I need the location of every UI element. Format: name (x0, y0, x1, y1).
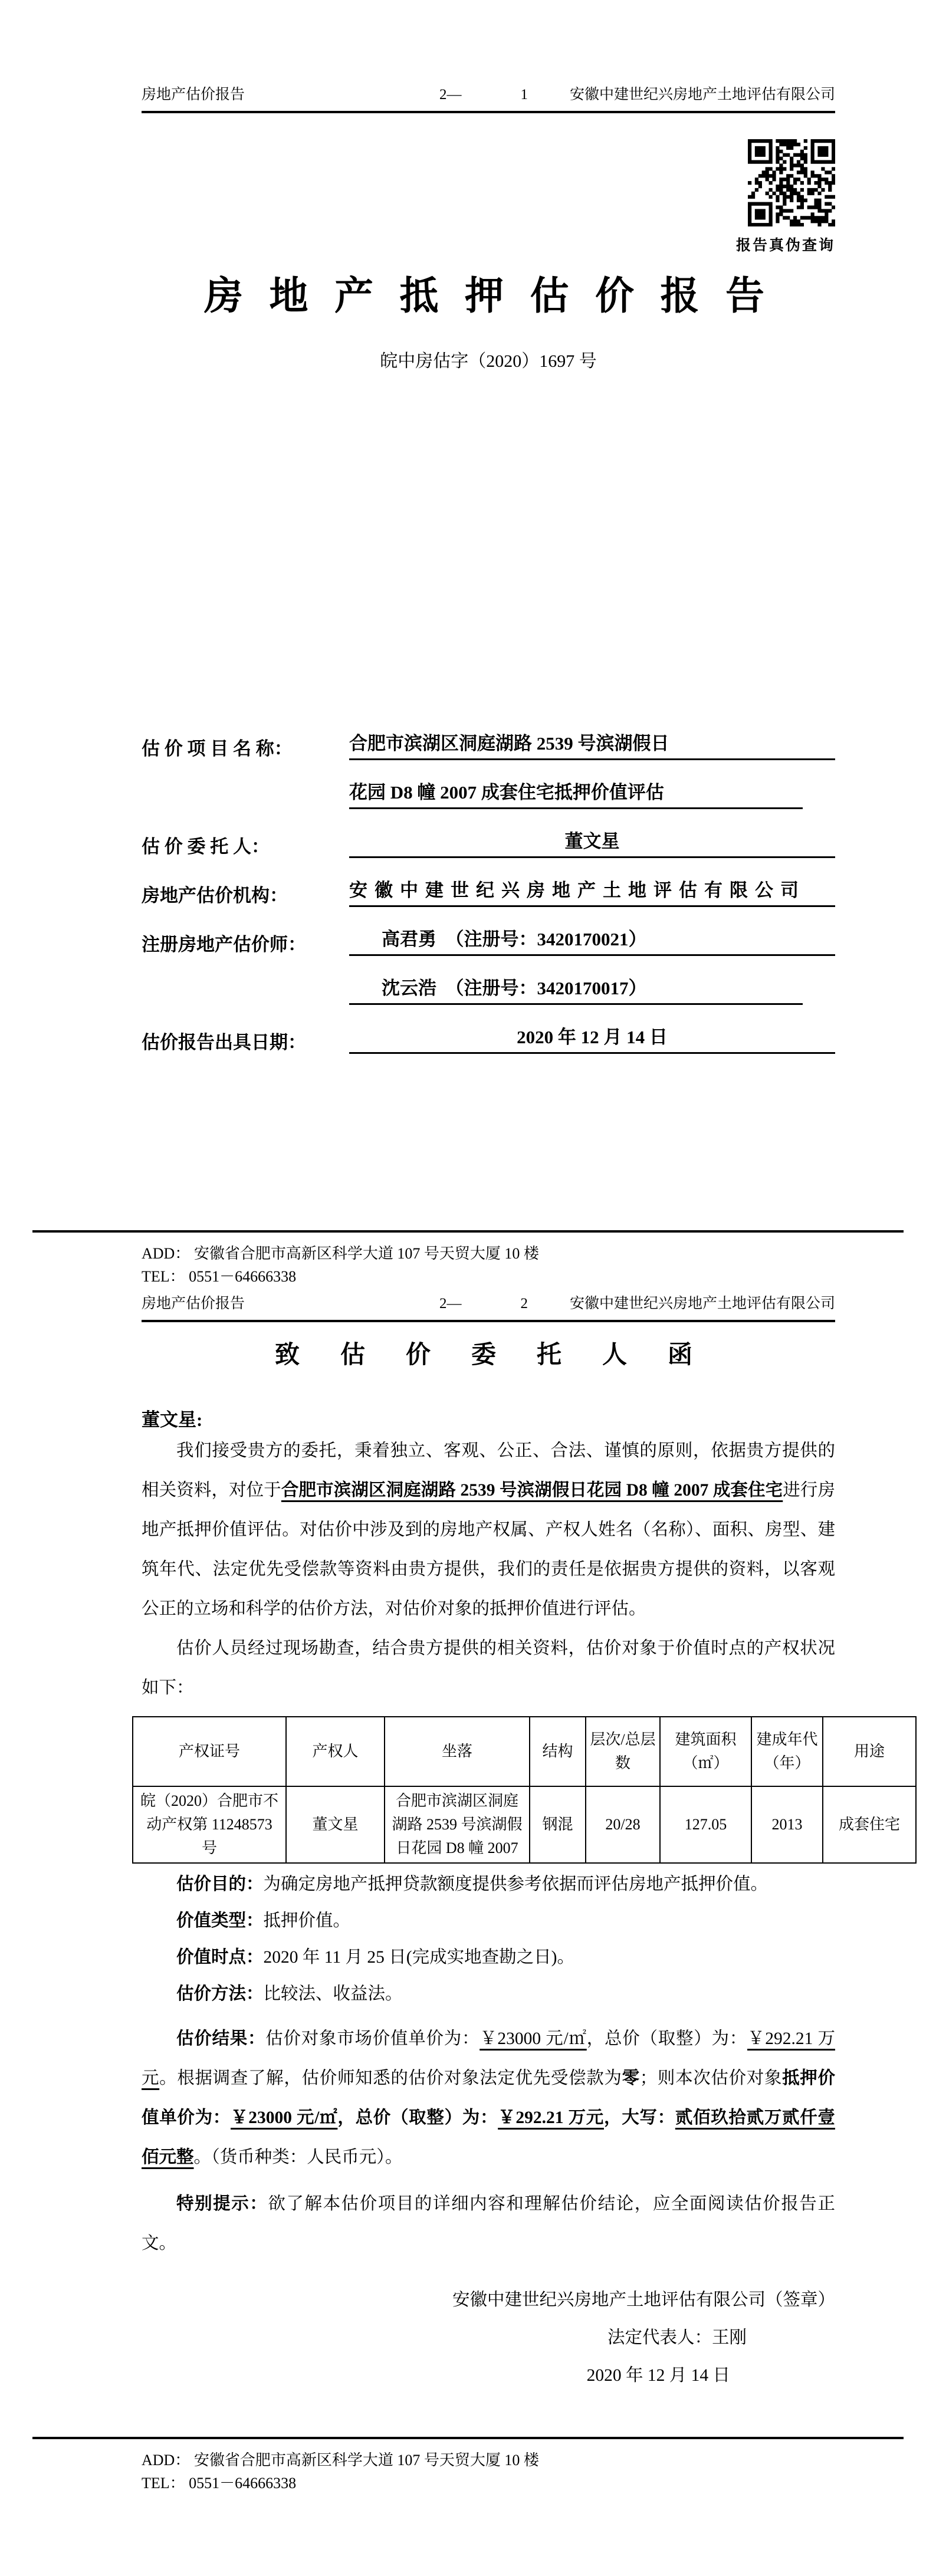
field-project-name-line2 (142, 760, 835, 809)
value-type: 价值类型：抵押价值。 (176, 1911, 351, 1930)
header-page-number: 1 (520, 87, 528, 103)
header-company-name: 安徽中建世纪兴房地产土地评估有限公司 (569, 87, 835, 103)
cell-use: 成套住宅 (823, 1786, 916, 1863)
footer-telephone: TEL： 0551－64666338 (142, 1268, 297, 1285)
letter-title: 致 估 价 委 托 人 函 (274, 1342, 702, 1369)
letter-paragraph-survey: 估价人员经过现场勘查，结合贵方提供的相关资料，估价对象于价值时点的产权状况如下： (142, 1639, 835, 1697)
letter-salutation: 董文星: (142, 1409, 203, 1430)
signature-legal-representative: 法定代表人：王刚 (607, 2328, 747, 2347)
field-label: 注册房地产估价师： (142, 934, 306, 955)
appraisal-result: 估价结果：估价对象市场价值单价为：￥23000 元/㎡，总价（取整）为：￥292.21 万元。根据调查了解，估价师知悉的估价对象法定优先受偿款为零；则本次估价对象抵押价值单价为：￥23000 元/㎡，总价（取整）为：￥292.21 万元，大写：贰佰玖拾贰万贰仟壹佰元整。（货币种类：人民币元）。 (142, 2029, 835, 2167)
cell-certificate-no: 皖（2020）合肥市不动产权第 11248573 号 (133, 1786, 286, 1863)
field-label: 房地产估价机构： (142, 885, 288, 906)
qr-block (142, 139, 835, 255)
table-row (133, 1786, 916, 1863)
cell-floor-area: 127.05 (660, 1786, 751, 1863)
header-page-number: 2 (520, 1296, 528, 1312)
running-header (142, 0, 835, 113)
cell-floor: 20/28 (586, 1786, 660, 1863)
footer-address: ADD： 安徽省合肥市高新区科学大道 107 号天贸大厦 10 楼 (142, 2452, 539, 2469)
signature-date: 2020 年 12 月 14 日 (586, 2366, 730, 2385)
signature-block (142, 2281, 835, 2394)
report-title: 房 地 产 抵 押 估 价 报 告 (204, 275, 773, 318)
field-value: 沈云浩 （注册号：3420170017） (349, 973, 803, 1005)
page-footer (32, 1230, 904, 1286)
col-use: 用途 (823, 1717, 916, 1786)
field-value: 花园 D8 幢 2007 成套住宅抵押价值评估 (349, 777, 803, 809)
col-location: 坐落 (385, 1717, 530, 1786)
field-label: 估 价 项 目 名 称： (142, 738, 293, 759)
running-header (142, 1286, 835, 1322)
report-cover-page (0, 0, 936, 1286)
footer-address: ADD： 安徽省合肥市高新区科学大道 107 号天贸大厦 10 楼 (142, 1245, 539, 1262)
page-footer (32, 2437, 904, 2495)
col-certificate-no: 产权证号 (133, 1717, 286, 1786)
col-structure: 结构 (530, 1717, 586, 1786)
cover-fields (142, 711, 835, 1054)
footer-telephone: TEL： 0551－64666338 (142, 2475, 297, 2492)
field-label: 估价报告出具日期： (142, 1032, 306, 1053)
field-value: 董文星 (349, 826, 835, 858)
field-value: 安徽中建世纪兴房地产土地评估有限公司 (349, 875, 835, 907)
signature-company: 安徽中建世纪兴房地产土地评估有限公司（签章） (452, 2291, 835, 2309)
header-doc-code: 2— (439, 87, 462, 103)
letter-paragraph-engagement: 我们接受贵方的委托，秉着独立、客观、公正、合法、谨慎的原则，依据贵方提供的相关资料，对位于合肥市滨湖区洞庭湖路 2539 号滨湖假日花园 D8 幢 2007 成套住宅进行房地产抵押价值评估。对估价中涉及到的房地产权属、产权人姓名（名称）、面积、房型、建筑年代、法定优先受偿款等资料由贵方提供，我们的责任是依据贵方提供的资料，以客观公正的立场和科学的估价方法，对估价对象的抵押价值进行评估。 (142, 1441, 835, 1618)
field-project-name (142, 711, 835, 760)
appraisal-summary (142, 1866, 835, 2012)
field-issue-date (142, 1005, 835, 1054)
special-notice: 特别提示：欲了解本估价项目的详细内容和理解估价结论，应全面阅读估价报告正文。 (142, 2194, 835, 2253)
value-date: 价值时点：2020 年 11 月 25 日(完成实地查勘之日)。 (176, 1948, 574, 1967)
field-client (142, 809, 835, 858)
col-owner: 产权人 (286, 1717, 385, 1786)
header-report-type: 房地产估价报告 (142, 1296, 245, 1312)
col-year-built: 建成年代（年） (751, 1717, 823, 1786)
field-registered-appraiser-1 (142, 907, 835, 956)
qr-caption: 报告真伪查询 (735, 238, 835, 254)
field-appraisal-agency (142, 858, 835, 907)
cell-structure: 钢混 (530, 1786, 586, 1863)
cell-location: 合肥市滨湖区洞庭湖路 2539 号滨湖假日花园 D8 幢 2007 (385, 1786, 530, 1863)
field-value: 2020 年 12 月 14 日 (349, 1022, 835, 1054)
cell-owner: 董文星 (286, 1786, 385, 1863)
col-floor-area: 建筑面积（㎡） (660, 1717, 751, 1786)
header-company-name: 安徽中建世纪兴房地产土地评估有限公司 (569, 1296, 835, 1312)
report-document-number: 皖中房估字（2020）1697 号 (380, 351, 597, 371)
header-doc-code: 2— (439, 1296, 462, 1312)
header-report-type: 房地产估价报告 (142, 87, 245, 103)
field-label: 估 价 委 托 人： (142, 836, 270, 857)
appraisal-methods: 估价方法：比较法、收益法。 (176, 1984, 403, 2003)
table-header-row (133, 1717, 916, 1786)
property-rights-table (132, 1716, 917, 1864)
letter-to-client-page (0, 1286, 936, 2576)
col-floor: 层次/总层数 (586, 1717, 660, 1786)
field-value: 高君勇 （注册号：3420170021） (349, 924, 835, 956)
appraisal-purpose: 估价目的：为确定房地产抵押贷款额度提供参考依据而评估房地产抵押价值。 (176, 1875, 768, 1894)
field-registered-appraiser-2 (142, 956, 835, 1005)
field-value: 合肥市滨湖区洞庭湖路 2539 号滨湖假日 (349, 728, 835, 760)
qr-code-icon (748, 139, 835, 226)
cell-year-built: 2013 (751, 1786, 823, 1863)
